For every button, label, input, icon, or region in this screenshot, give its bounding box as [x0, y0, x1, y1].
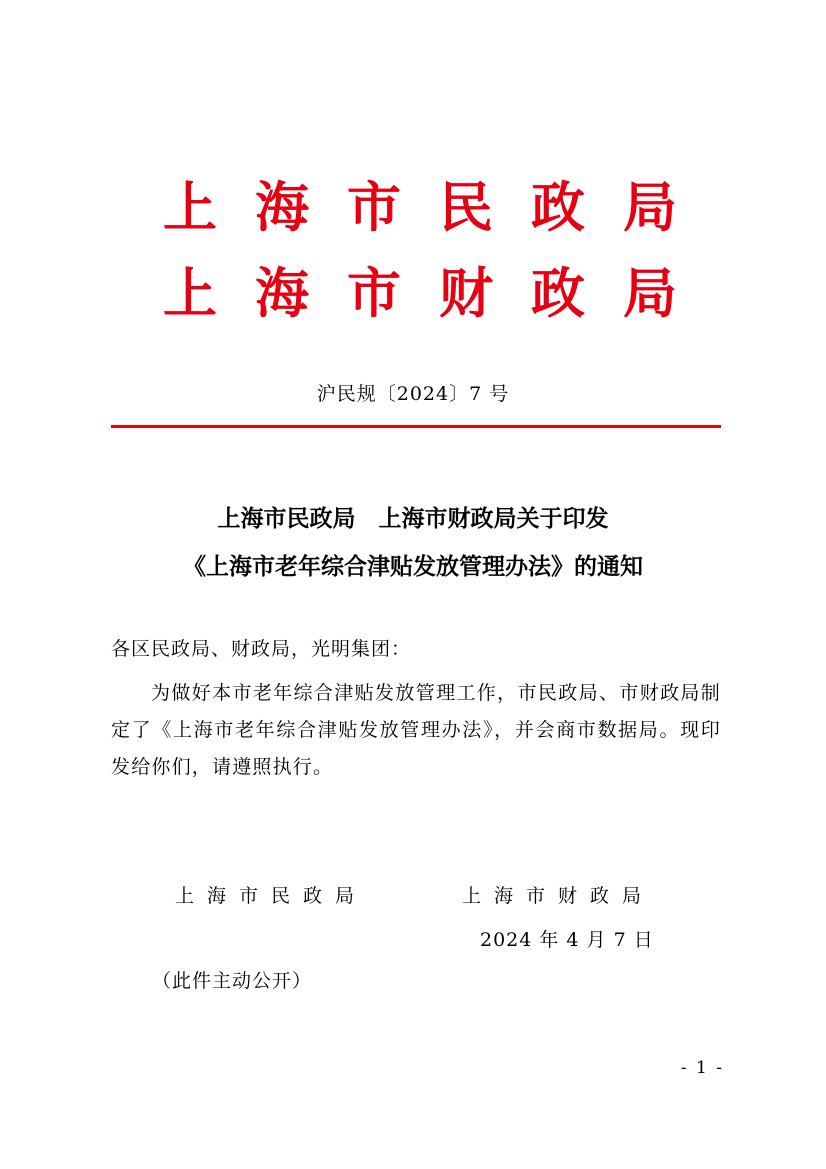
- body-paragraph: 为做好本市老年综合津贴发放管理工作，市民政局、市财政局制定了《上海市老年综合津贴发放管理办法》，并会商市数据局。现印发给你们，请遵照执行。: [111, 682, 721, 778]
- salutation: 各区民政局、财政局，光明集团：: [111, 638, 412, 660]
- document-number: 沪民规〔2024〕7 号: [316, 383, 510, 405]
- issuer-title-civil-affairs: [160, 172, 680, 242]
- page-number: - 1 -: [680, 1058, 724, 1078]
- issuer-title-finance: [160, 258, 680, 328]
- issuer-char: 市: [347, 175, 401, 239]
- issuer-char: 上: [163, 261, 217, 325]
- issuer-char: 政: [531, 175, 585, 239]
- issuer-char: 财: [439, 261, 493, 325]
- document-title-line-2: 《上海市老年综合津贴发放管理办法》的通知: [183, 553, 643, 580]
- issuer-char: 市: [347, 261, 401, 325]
- issuer-char: 政: [531, 261, 585, 325]
- issuer-char: 上: [163, 175, 217, 239]
- signature-finance: 上海市财政局: [462, 885, 655, 907]
- issuer-char: 海: [255, 261, 309, 325]
- document-title-line-1: 上海市民政局 上海市财政局关于印发: [217, 505, 609, 532]
- issuer-char: 局: [623, 175, 677, 239]
- document-date: 2024 年 4 月 7 日: [480, 929, 654, 951]
- issuer-char: 海: [255, 175, 309, 239]
- public-disclosure-note: （此件主动公开）: [152, 970, 313, 992]
- red-divider-line: [111, 425, 721, 428]
- issuer-char: 民: [439, 175, 493, 239]
- signature-civil-affairs: 上海市民政局: [175, 885, 368, 907]
- issuer-char: 局: [623, 261, 677, 325]
